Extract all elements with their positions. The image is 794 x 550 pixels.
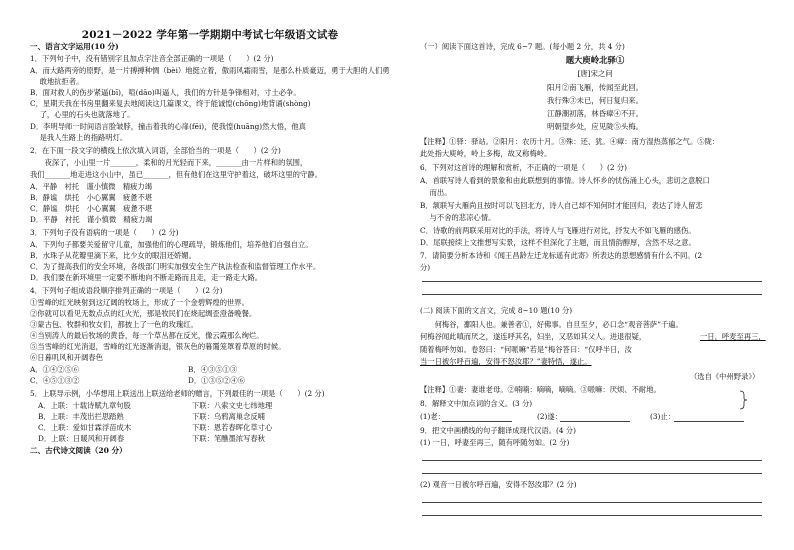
q6-option-b-cont: 与不舍的悲凉心情。 <box>420 213 496 222</box>
q5-option-c-down: 下联：恩若春晖化草寸心 <box>192 423 273 432</box>
poem-line-3: 江静潮初落，林昏瘴④不开。 <box>546 109 644 118</box>
q4-sentence-5: ⑤当雪峰的红光消退，雪峰的红光逐渐消退，银灰色的暮霭笼罩着草原的时候。 <box>30 342 286 351</box>
q8-answer-1[interactable] <box>442 421 512 422</box>
q8-item-2: (2)遂： <box>537 412 562 421</box>
exam-title: 2021－2022 学年第一学期期中考试七年级语文试卷 <box>81 29 339 41</box>
q2-option-b: B．静谧 烘托 小心翼翼 疲惫不堪 <box>30 193 153 202</box>
section-2-heading: 二、古代诗文阅读（20 分） <box>30 446 127 455</box>
q6-option-b: B．颔联写大雁尚且按时可以飞回北方，诗人自己却不知何时才能回归，表达了诗人留恋 <box>420 201 703 210</box>
question-3-stem: 3．下列句子没有语病的一项是（ ）(2 分) <box>30 228 179 237</box>
q6-option-a-cont: 而出。 <box>420 188 452 197</box>
q9-sentence-1: (1) 一日，呼妻至再三，随有呼随勿如。(2 分) <box>420 438 570 447</box>
q6-option-c: C．诗歌的前两联采用对比的手法，将诗人与飞雁进行对比，抒发大不如飞雁的感伤。 <box>420 226 696 235</box>
q5-option-d-up: D．上联：日暖风和开阔春 <box>38 434 125 443</box>
q6-option-d: D．尾联接续上文推想写实景，这样不但深化了主题，而且情韵醇厚，含然不尽之意。 <box>420 238 696 247</box>
q8-answer-2[interactable] <box>560 421 630 422</box>
q1-option-b: B．面对救人的伤步紧逼(bī)，喧(dāo)叫逼人，我们的方针是争锋相对，寸土必争。 <box>30 88 301 97</box>
q4-option-a: A．①④②⑤⑥ <box>30 365 80 374</box>
q5-option-a-down: 下联：八索文史七纬地理 <box>192 401 273 410</box>
question-2-stem: 2．在下面一段文字的横线上依次填入词语，全部恰当的一项是（ ）(2 分) <box>30 146 281 155</box>
q2-option-c: C．静谧 烘托 小心翼翼 疲惫不堪 <box>30 204 153 213</box>
passage-line-1: 何梅谷，鄱阳人也。兼善者①，好佛事。自旦至夕，必口念“观音菩萨”千遍。 <box>420 320 683 329</box>
q3-option-a: A．下列句子都要关爱留守儿童，加强他们的心理疏导，锻炼他们，培养他们自强自立。 <box>30 240 313 249</box>
question-7-stem-cont: 分) <box>420 263 431 272</box>
q9-answer-line-1[interactable] <box>422 460 762 461</box>
q1-option-c: C．星期天我在书房里翻来复去地阅读这几篇课文，终于能诚惶(chōng)地背诵(shòng) <box>30 99 311 108</box>
q5-option-b-down: 下联：乌鸦离巢念反哺 <box>192 412 265 421</box>
q4-sentence-2: ②你就可以看见无数点点的红火光，那是牧民们在烧起绸歪澄备晚餐。 <box>30 309 257 318</box>
q9-answer-line-4[interactable] <box>422 515 762 516</box>
passage-source: （选自《中州野录》） <box>690 372 760 381</box>
q1-option-c-cont: 了，心里的石头也就落地了。 <box>30 110 135 119</box>
passage-underlined-sentence-1: 一日，呼麦至再三， <box>700 332 766 341</box>
poem-notes-1: 【注释】①驿：驿站。②阳月：农历十月。③殊：还、犹。④瘴：南方湿热蒸郁之气。⑤陇： <box>420 137 720 146</box>
q4-option-b: B．④③⑤①③ <box>188 365 238 374</box>
q5-option-d-down: 下联：笔醮墨浓写春秋 <box>192 434 265 443</box>
q1-option-d-cont: 是我人生路上的指路明灯。 <box>30 133 128 142</box>
question-4-stem: 4．下列句子组成语段顺序排列正确的一项是（ ）(2 分) <box>30 286 223 295</box>
q8-answer-3[interactable] <box>674 421 744 422</box>
q6-option-a: A．首联写诗人看到的景象和由此联想到的事情。诗人怀乡的忧伤涌上心头，悲切之意脱口 <box>420 176 710 185</box>
poem-author: [唐]宋之问 <box>577 69 613 78</box>
q5-option-c-up: C．上联：爱如甘霖浮苗成木 <box>38 423 132 432</box>
q7-answer-line-1[interactable] <box>422 281 762 282</box>
q2-option-a: A．平静 衬托 谨小慎微 精疲力竭 <box>30 182 153 191</box>
q3-option-b: B．水珠子从花瓣里滴下来，比少女的眼泪还娇媚。 <box>30 251 196 260</box>
q4-option-c: C．④⑤①③② <box>30 376 80 385</box>
poem-notes-2: 此处指大庾岭，岭上多梅，故又称梅岭。 <box>420 149 552 158</box>
q5-option-a-up: A．上联：十载诗赋九章句股 <box>38 401 131 410</box>
poem-line-4: 明朝望乡处，应见陇⑤头梅。 <box>546 122 644 131</box>
q9-answer-line-2[interactable] <box>422 473 762 474</box>
question-1-stem: 1．下列句子中，没有错别字且加点字注音全部正确的一项是（ ）(2 分) <box>30 54 274 63</box>
q8-item-1: (1)老： <box>420 412 445 421</box>
passage-line-3: 随着梅呼勿如。卷怒曰：“何哌嘛“若是”梅谷答曰：“仅呼半日，汝 <box>420 345 632 354</box>
q4-sentence-4: ④当别涛人的最后牧场的黄昏，每一个草丛都在反光，像云霞那么绚烂。 <box>30 331 264 340</box>
poem-line-1: 阳月②南飞雁，传闻至此回。 <box>546 83 644 92</box>
q4-sentence-3: ③蒙古包、牧群和牧女们，都披上了一色的玫瑰红。 <box>30 320 198 329</box>
q8-item-3: (3)止： <box>650 412 675 421</box>
part-2-intro: (二) 阅读下面的文言文，完成 8~10 题(10 分) <box>420 306 573 315</box>
section-1-heading: 一、语言文字运用(10 分) <box>30 42 119 51</box>
q3-option-c: C．为了提高我们的安全环境，各级部门明实加强安全生产执法检查和监督管理工作水平。 <box>30 262 321 271</box>
part-1-intro: （一）阅读下面这首诗，完成 6~7 题。(每小题 2 分，共 4 分) <box>420 42 625 51</box>
q2-passage-1: 夜深了，小山里一片_______，柔和的月光轻而下来，_______由一片样和的氛围， <box>30 158 308 167</box>
q2-passage-2: 我们_______地走进这小山中，虽已_______，但有他们在这里守护着这，破坏这里的守静。 <box>30 170 322 179</box>
passage-line-2: 何梅谷闻此嗔而厌之，遂连呼其名，妇坐，又恶如其父人。进退很疑， <box>420 332 647 341</box>
q9-sentence-2: (2) 观音一日被尔呼百遍，安得不怒汝耶？(2 分) <box>420 480 577 489</box>
curly-brace-icon <box>738 390 748 410</box>
question-7-stem: 7．请简要分析本诗和《闻王昌龄左迁龙标遥有此寄》所表达的思想感情有什么不同。(2 <box>420 251 703 260</box>
q9-answer-line-3[interactable] <box>422 502 762 503</box>
poem-title: 题大庾岭北驿① <box>565 55 625 65</box>
question-5-stem: 5．上联导示例，小华想用上联送出上联送给老师的赠言，下列最佳的一项是（ ）(2 分) <box>30 389 325 398</box>
q2-option-d: D．平静 衬托 谨小慎微 精疲力竭 <box>30 215 153 224</box>
passage-line-4: 当一日被尔呼百遍，安得不怒汝耶？”妻特悟，遂止。 <box>420 357 592 366</box>
passage-notes: 【注释】①妻：妻谁老母。②喃喃：嘀嘀，嘀嘀。③哌嘛：厌烦、不耐地。 <box>420 385 661 394</box>
q1-option-d: D．李明导师一时间语言脸皱脖，撞击着我的心扉(fēi)，使我惶(huāng)然大悟，他真 <box>30 122 306 131</box>
q1-option-a: A．而大路两旁的原野，是一片搏搏种惆（bèi）地挺立着，傲雨风霜雨雪，是那么朴质豪迈，勇于大胆的人们勇 <box>30 66 390 75</box>
q7-answer-line-2[interactable] <box>422 294 762 295</box>
q3-option-d: D．我们要在新环境里一定要不断地向不断走路而且走，走一路走大路。 <box>30 273 263 282</box>
question-6-stem: 6．下列对这首诗的理解和赏析，不正确的一项是（ ）(2 分) <box>420 163 628 172</box>
question-9-stem: 9．把文中画横线的句子翻译成现代汉语。(4 分) <box>420 426 576 435</box>
question-8-stem: 8．解释文中加点词的含义。(3 分) <box>420 399 533 408</box>
q1-option-a-cont: 敢地抗拒者。 <box>30 77 84 86</box>
q5-option-b-up: B．上联：丰茂出拦思踏熟 <box>38 412 124 421</box>
q4-sentence-1: ①雪峰的红光映射到这辽阔的牧场上，形成了一个金碧辉煌的世界。 <box>30 298 249 307</box>
poem-line-2: 我行殊③未已，何日复归来。 <box>546 96 644 105</box>
q4-sentence-6: ⑥日暮叽风和开阔春色 <box>30 353 103 362</box>
q4-option-d: D．①③⑤②④⑥ <box>188 376 245 385</box>
